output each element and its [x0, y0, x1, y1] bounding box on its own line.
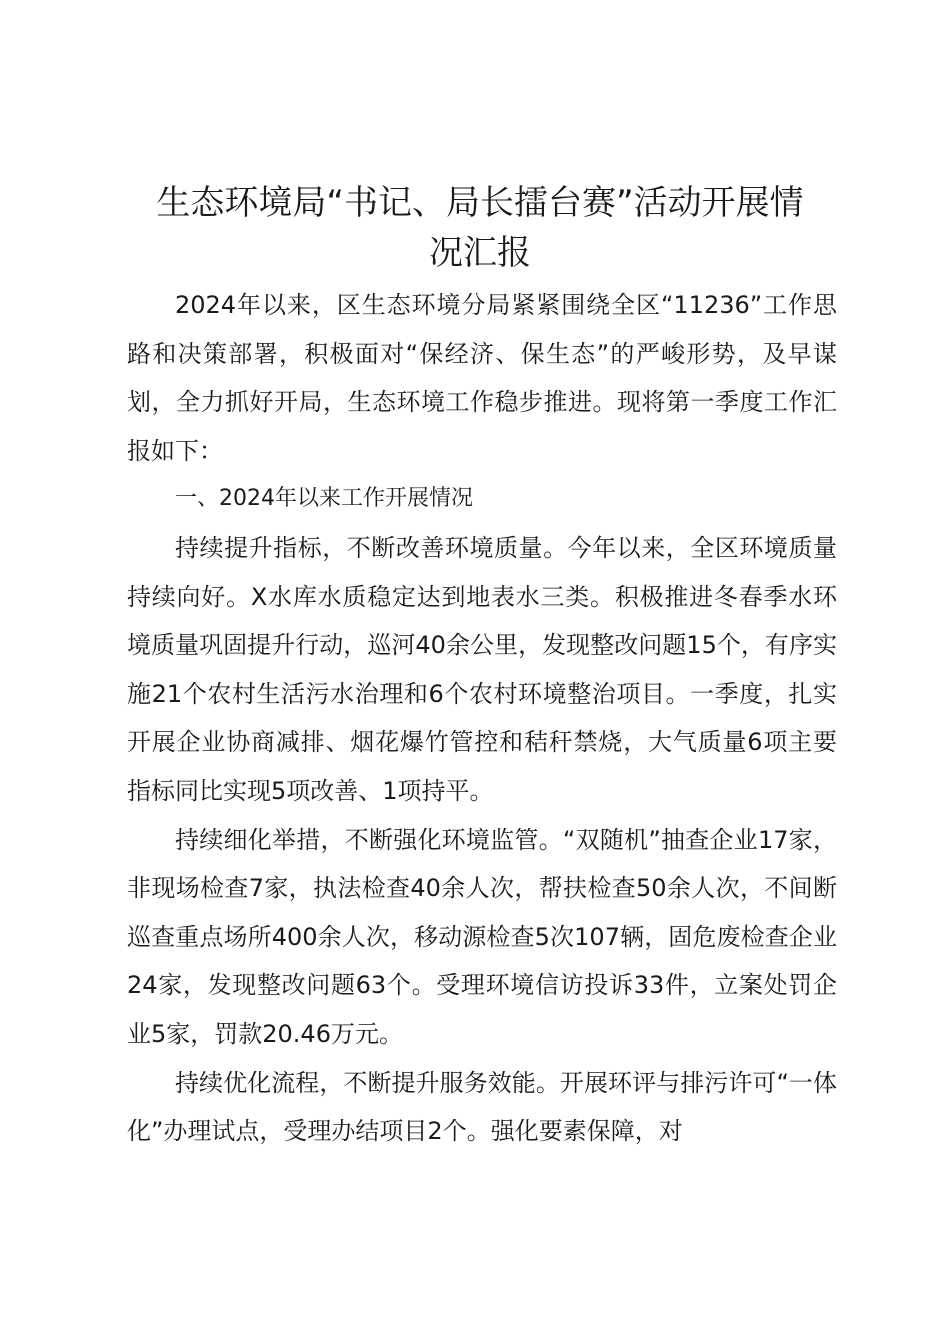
- title-line-1: 生态环境局“书记、局长擂台赛”活动开展情: [156, 183, 804, 223]
- section-heading: 一、2024年以来工作开展情况: [175, 486, 473, 512]
- paragraph-environment-quality: 持续提升指标，不断改善环境质量。今年以来，全区环境质量持续向好。X水库水质稳定达到地表水三类。积极推进冬春季水环境质量巩固提升行动，巡河40余公里，发现整改问题15个，有序实施21个农村生活污水治理和6个农村环境整治项目。一季度，扎实开展企业协商减排、烟花爆竹管控和秸秆禁烧，大气质量6项主要指标同比实现5项改善、1项持平。: [127, 533, 837, 805]
- title-line-2: 况汇报: [429, 233, 531, 273]
- intro-paragraph: 2024年以来，区生态环境分局紧紧围绕全区“11236”工作思路和决策部署，积极面对“保经济、保生态”的严峻形势，及早谋划，全力抓好开局，生态环境工作稳步推进。现将第一季度工作汇报如下：: [127, 291, 837, 465]
- paragraph-environment-supervision: 持续细化举措，不断强化环境监管。“双随机”抽查企业17家，非现场检查7家，执法检查40余人次，帮扶检查50余人次，不间断巡查重点场所400余人次，移动源检查5次107辆，固危废检查企业24家，发现整改问题63个。受理环境信访投诉33件，立案处罚企业5家，罚款20.46万元。: [127, 825, 837, 1048]
- document-title: [110, 178, 850, 278]
- document-body: [127, 281, 837, 1156]
- paragraph-service-efficiency: 持续优化流程，不断提升服务效能。开展环评与排污许可“一体化”办理试点，受理办结项目2个。强化要素保障，对: [127, 1068, 837, 1146]
